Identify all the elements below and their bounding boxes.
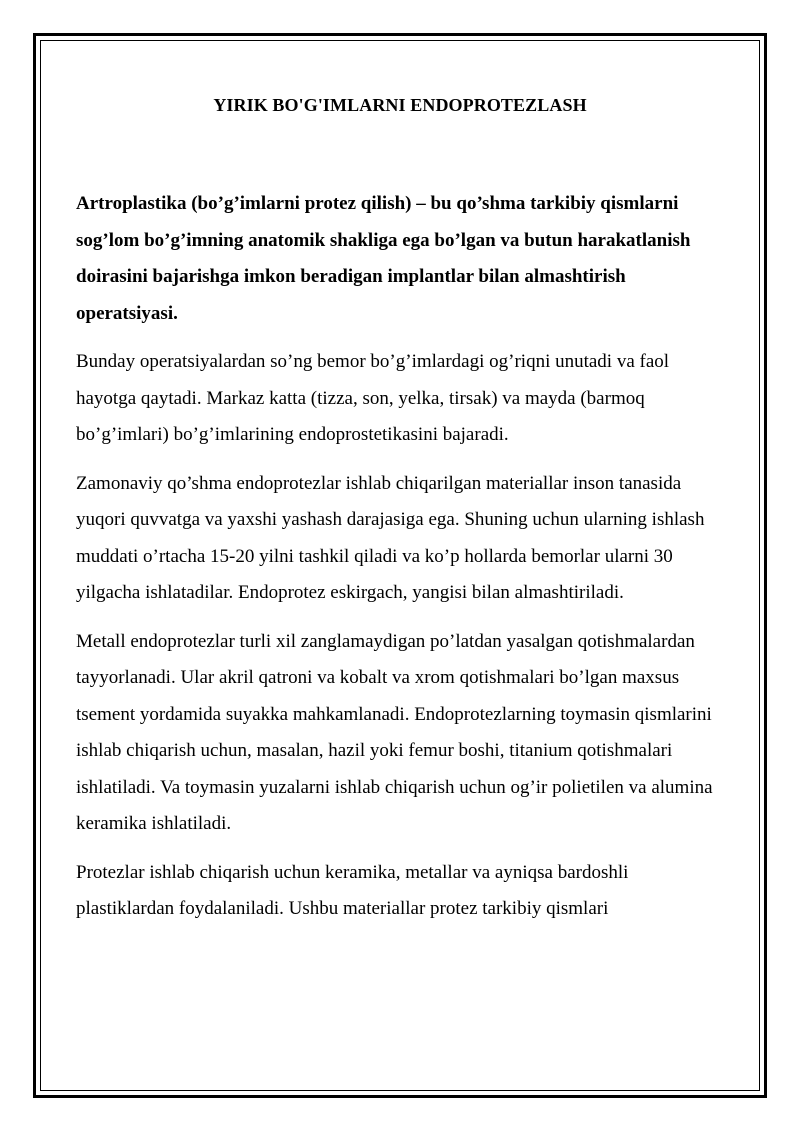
paragraph-3: Metall endoprotezlar turli xil zanglamaydigan po’latdan yasalgan qotishmalardan tayyorlanadi. Ular akril qatroni va kobalt va xrom qotishmalari bo’lgan maxsus tsement yordamida suyakka mahkamlanadi. Endoprotezlarning toymasin qismlarini ishlab chiqarish uchun, masalan, hazil yoki femur boshi, titanium qotishmalari ishlatiladi. Va toymasin yuzalarni ishlab chiqarish uchun og’ir polietilen va alumina keramika ishlatiladi. (76, 630, 713, 834)
paragraph-2: Zamonaviy qo’shma endoprotezlar ishlab chiqarilgan materiallar inson tanasida yuqori quvvatga va yaxshi yashash darajasiga ega. Shuning uchun ularning ishlash muddati o’rtacha 15-20 yilni tashkil qiladi va ko’p hollarda bemorlar ularni 30 yilgacha ishlatadilar. Endoprotez eskirgach, yangisi bilan almashtiriladi. (76, 472, 705, 603)
intro-paragraph: Artroplastika (bo’g’imlarni protez qilish) – bu qo’shma tarkibiy qismlarni sog’lom bo’g’imning anatomik shakliga ega bo’lgan va butun harakatlanish doirasini bajarishga imkon beradigan implantlar bilan almashtirish operatsiyasi. (76, 193, 691, 324)
document-body (76, 88, 724, 940)
document-title: YIRIK BO'G'IMLARNI ENDOPROTEZLASH (213, 95, 587, 115)
paragraph-4: Protezlar ishlab chiqarish uchun keramika, metallar va ayniqsa bardoshli plastiklardan foydalaniladi. Ushbu materiallar protez tarkibiy qismlari (76, 861, 629, 919)
paragraph-1: Bunday operatsiyalardan so’ng bemor bo’g’imlardagi og’riqni unutadi va faol hayotga qaytadi. Markaz katta (tizza, son, yelka, tirsak) va mayda (barmoq bo’g’imlari) bo’g’imlarining endoprostetikasini bajaradi. (76, 351, 670, 445)
